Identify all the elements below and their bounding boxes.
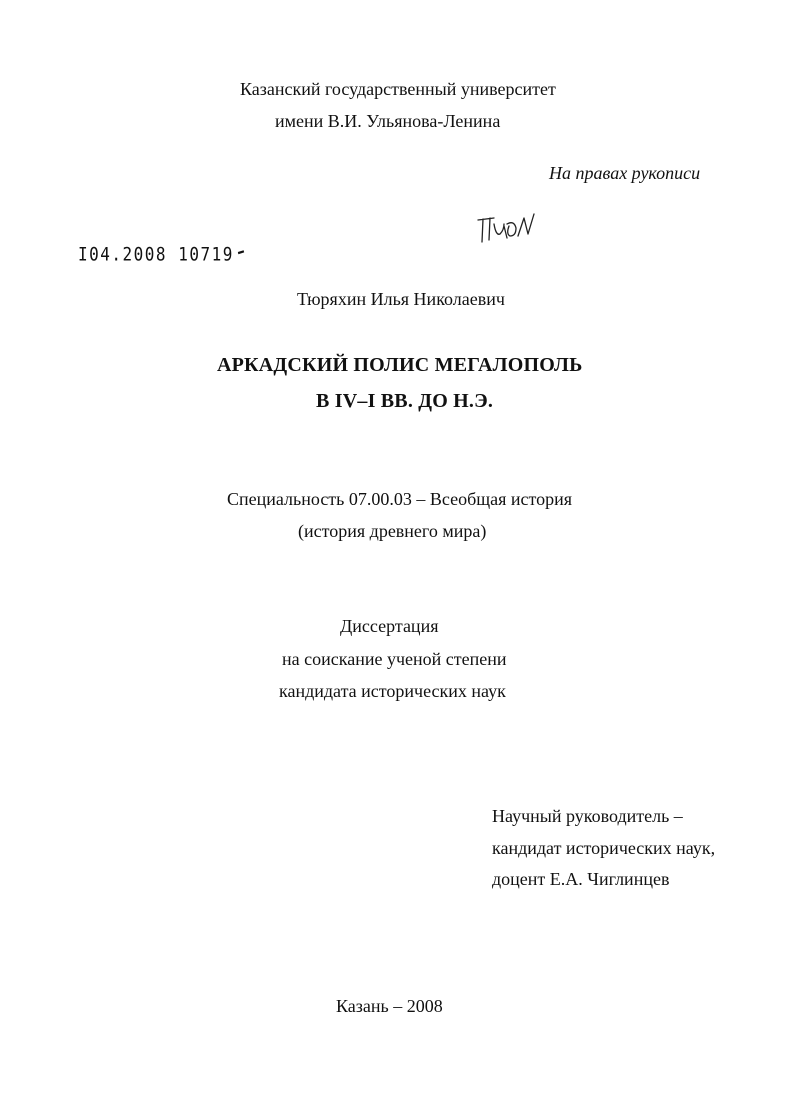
degree-line2: на соискание ученой степени bbox=[282, 649, 507, 669]
handwritten-signature bbox=[474, 212, 538, 248]
city-year: Казань – 2008 bbox=[336, 996, 443, 1016]
specialty-line2: (история древнего мира) bbox=[298, 521, 487, 541]
specialty-line1: Специальность 07.00.03 – Всеобщая история bbox=[227, 489, 573, 509]
degree-line3: кандидата исторических наук bbox=[279, 681, 506, 701]
degree-line1: Диссертация bbox=[340, 616, 439, 636]
university-name-line2: имени В.И. Ульянова-Ленина bbox=[275, 111, 501, 131]
stamp-dash-mark bbox=[238, 250, 244, 254]
supervisor-degree: кандидат исторических наук, bbox=[492, 838, 716, 858]
rights-note: На правах рукописи bbox=[549, 163, 701, 183]
library-stamp-text: I04.2008 10719 bbox=[78, 243, 234, 265]
supervisor-name: доцент Е.А. Чиглинцев bbox=[492, 869, 670, 889]
dissertation-title-line2: В IV–I ВВ. ДО Н.Э. bbox=[316, 390, 494, 412]
author-name: Тюряхин Илья Николаевич bbox=[297, 289, 505, 309]
university-name-line1: Казанский государственный университет bbox=[240, 79, 556, 99]
dissertation-title-line1: АРКАДСКИЙ ПОЛИС МЕГАЛОПОЛЬ bbox=[217, 354, 583, 376]
supervisor-label: Научный руководитель – bbox=[492, 806, 683, 826]
library-stamp-number bbox=[78, 243, 244, 265]
